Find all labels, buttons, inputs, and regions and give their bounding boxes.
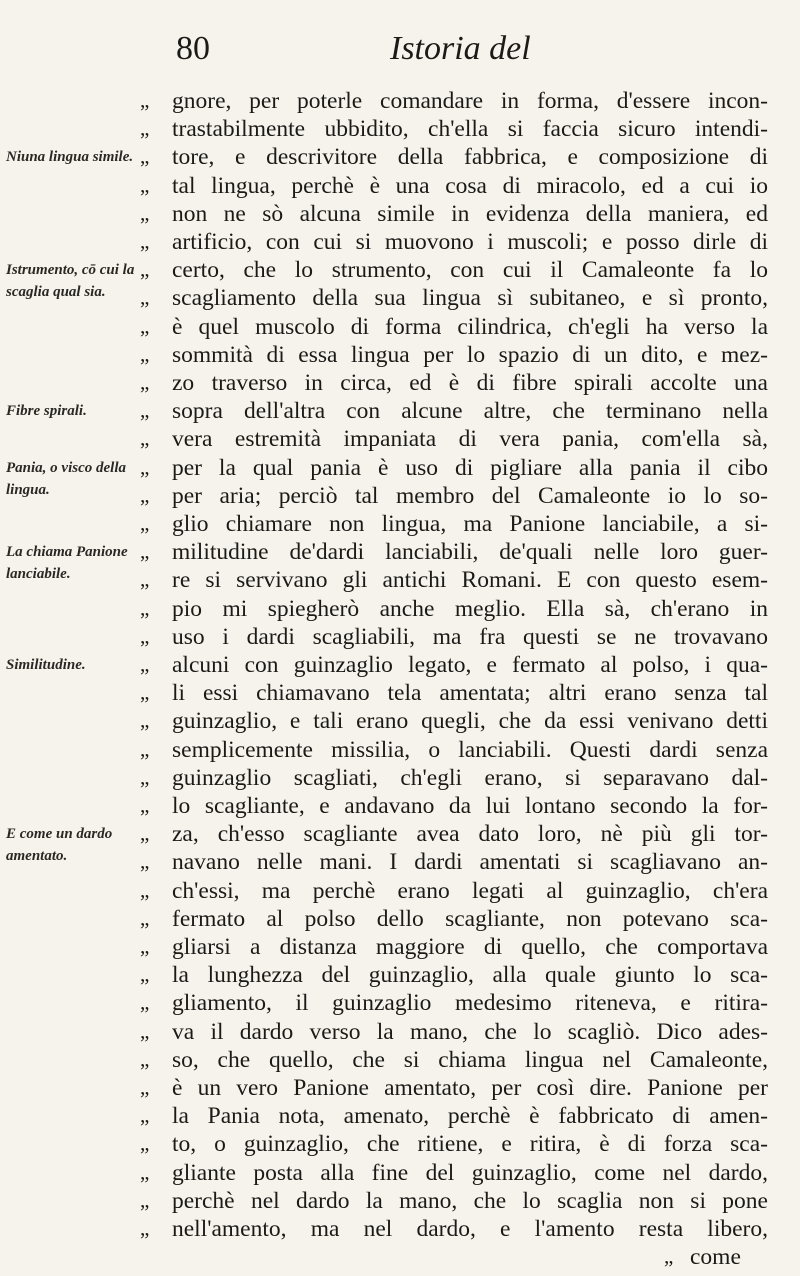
quote-mark: „ xyxy=(140,1216,150,1240)
line-text: gnore, per poterle comandare in forma, d'essere incon- xyxy=(172,88,768,114)
quote-mark: „ xyxy=(140,736,150,761)
quote-mark: „ xyxy=(140,1103,150,1128)
quote-mark: „ xyxy=(140,200,150,225)
line-text: gliamento, il guinzaglio medesimo riteneva, e ritira- xyxy=(172,990,768,1017)
quote-mark: „ xyxy=(140,539,150,564)
running-title: Istoria del xyxy=(390,30,531,67)
quote-mark: „ xyxy=(140,313,150,338)
line-text: gliarsi a distanza maggiore di quello, che comportava xyxy=(172,934,768,960)
page-header xyxy=(0,26,800,76)
quote-mark: „ xyxy=(140,793,150,817)
line-text: guinzaglio, e tali erano quegli, che da essi venivano detti xyxy=(172,708,768,735)
quote-mark: „ xyxy=(140,426,150,451)
line-text: tal lingua, perchè è una cosa di miracolo, ed a cui io xyxy=(172,172,768,199)
margin-note: E come un dardo amentato. xyxy=(6,826,113,865)
quote-mark: „ xyxy=(140,877,150,902)
line-text: gliante posta alla fine del guinzaglio, come nel dardo, xyxy=(172,1159,768,1186)
line-text: glio chiamare non lingua, ma Panione lanciabile, a si- xyxy=(172,511,768,537)
margin-note: Istrumento, cō cui la scaglia qual sia. xyxy=(6,262,135,301)
quote-mark: „ xyxy=(140,229,150,253)
line-text: sopra dell'altra con alcune altre, che terminano nella xyxy=(172,398,768,425)
quote-mark: „ xyxy=(140,934,150,958)
quote-mark: „ xyxy=(140,708,150,733)
line-text: navano nelle mani. I dardi amentati si scagliavano an- xyxy=(172,849,768,876)
quote-mark: „ xyxy=(140,1187,150,1212)
quote-mark: „ xyxy=(140,1131,150,1156)
quote-mark: „ xyxy=(664,1244,674,1269)
line-text: va il dardo verso la mano, che lo scagliò. Dico ades- xyxy=(172,1018,768,1045)
line-text: alcuni con guinzaglio legato, e fermato al polso, i qua- xyxy=(172,652,768,678)
line-text: lo scagliante, e andavano da lui lontano secondo la for- xyxy=(172,793,768,819)
quote-mark: „ xyxy=(140,1075,150,1099)
quote-mark: „ xyxy=(140,1046,150,1071)
line-text: per aria; perciò tal membro del Camaleonte io lo so- xyxy=(172,482,768,509)
line-text: sommità di essa lingua per lo spazio di un dito, e mez- xyxy=(172,341,768,368)
margin-note: Pania, o visco della lingua. xyxy=(6,459,126,498)
quote-mark: „ xyxy=(140,623,150,648)
line-text: militudine de'dardi lanciabili, de'quali nelle loro guer- xyxy=(172,539,768,566)
quote-mark: „ xyxy=(140,88,150,112)
line-text: è un vero Panione amentato, per così dire. Panione per xyxy=(172,1075,768,1101)
quote-mark: „ xyxy=(140,257,150,282)
quote-mark: „ xyxy=(140,849,150,874)
quote-mark: „ xyxy=(140,990,150,1015)
quote-mark: „ xyxy=(140,1018,150,1043)
quote-mark: „ xyxy=(140,511,150,535)
line-text: la lunghezza del guinzaglio, alla quale giunto lo sca- xyxy=(172,962,768,989)
line-text: la Pania nota, amenato, perchè è fabbricato di amen- xyxy=(172,1103,768,1130)
margin-note: Fibre spirali. xyxy=(6,403,87,420)
quote-mark: „ xyxy=(140,398,150,423)
line-text: ch'essi, ma perchè erano legati al guinzaglio, ch'era xyxy=(172,877,768,904)
line-text: re si servivano gli antichi Romani. E con questo esem- xyxy=(172,567,768,594)
quote-mark: „ xyxy=(140,172,150,197)
line-text: come xyxy=(690,1244,741,1271)
line-text: certo, che lo strumento, con cui il Camaleonte fa lo xyxy=(172,257,768,284)
quote-mark: „ xyxy=(140,764,150,789)
quote-mark: „ xyxy=(140,962,150,987)
line-text: non ne sò alcuna simile in evidenza della maniera, ed xyxy=(172,200,768,227)
quote-mark: „ xyxy=(140,652,150,676)
quote-mark: „ xyxy=(140,285,150,310)
page-number: 80 xyxy=(176,30,210,67)
line-text: vera estremità impaniata di vera pania, com'ella sà, xyxy=(172,426,768,453)
line-text: guinzaglio scagliati, ch'egli erano, si separavano dal- xyxy=(172,764,768,791)
line-text: so, che quello, che si chiama lingua nel Camaleonte, xyxy=(172,1046,768,1073)
quote-mark: „ xyxy=(140,567,150,592)
quote-mark: „ xyxy=(140,905,150,930)
line-text: fermato al polso dello scagliante, non potevano sca- xyxy=(172,905,768,932)
quote-mark: „ xyxy=(140,1159,150,1184)
line-text: per la qual pania è uso di pigliare alla pania il cibo xyxy=(172,454,768,481)
quote-mark: „ xyxy=(140,821,150,846)
line-text: semplicemente missilia, o lanciabili. Questi dardi senza xyxy=(172,736,768,763)
line-text: scagliamento della sua lingua sì subitaneo, e sì pronto, xyxy=(172,285,768,312)
quote-mark: „ xyxy=(140,341,150,366)
margin-note: La chiama Panione lanciabile. xyxy=(6,544,128,583)
quote-mark: „ xyxy=(140,680,150,705)
margin-note: Similitudine. xyxy=(6,657,86,673)
quote-mark: „ xyxy=(140,370,150,394)
line-text: uso i dardi scagliabili, ma fra questi se ne trovavano xyxy=(172,623,768,650)
quote-mark: „ xyxy=(140,454,150,479)
text-line xyxy=(0,1242,800,1276)
quote-mark: „ xyxy=(140,595,150,620)
line-text: to, o guinzaglio, che ritiene, e ritira, è di forza sca- xyxy=(172,1131,768,1158)
quote-mark: „ xyxy=(140,116,150,141)
quote-mark: „ xyxy=(140,482,150,507)
line-text: za, ch'esso scagliante avea dato loro, nè più gli tor- xyxy=(172,821,768,848)
line-text: li essi chiamavano tela amentata; altri erano senza tal xyxy=(172,680,768,707)
line-text: pio mi spiegherò anche meglio. Ella sà, ch'erano in xyxy=(172,595,768,622)
margin-note: Niuna lingua simile. xyxy=(6,149,134,166)
line-text: perchè nel dardo la mano, che lo scaglia non si pone xyxy=(172,1187,768,1214)
line-text: trastabilmente ubbidito, ch'ella si faccia sicuro intendi- xyxy=(172,116,768,143)
line-text: è quel muscolo di forma cilindrica, ch'egli ha verso la xyxy=(172,313,768,340)
line-text: zo traverso in circa, ed è di fibre spirali accolte una xyxy=(172,370,768,396)
quote-mark: „ xyxy=(140,144,150,169)
line-text: artificio, con cui si muovono i muscoli; e posso dirle di xyxy=(172,229,768,255)
line-text: tore, e descrivitore della fabbrica, e composizione di xyxy=(172,144,768,171)
line-text: nell'amento, ma nel dardo, e l'amento resta libero, xyxy=(172,1216,768,1242)
